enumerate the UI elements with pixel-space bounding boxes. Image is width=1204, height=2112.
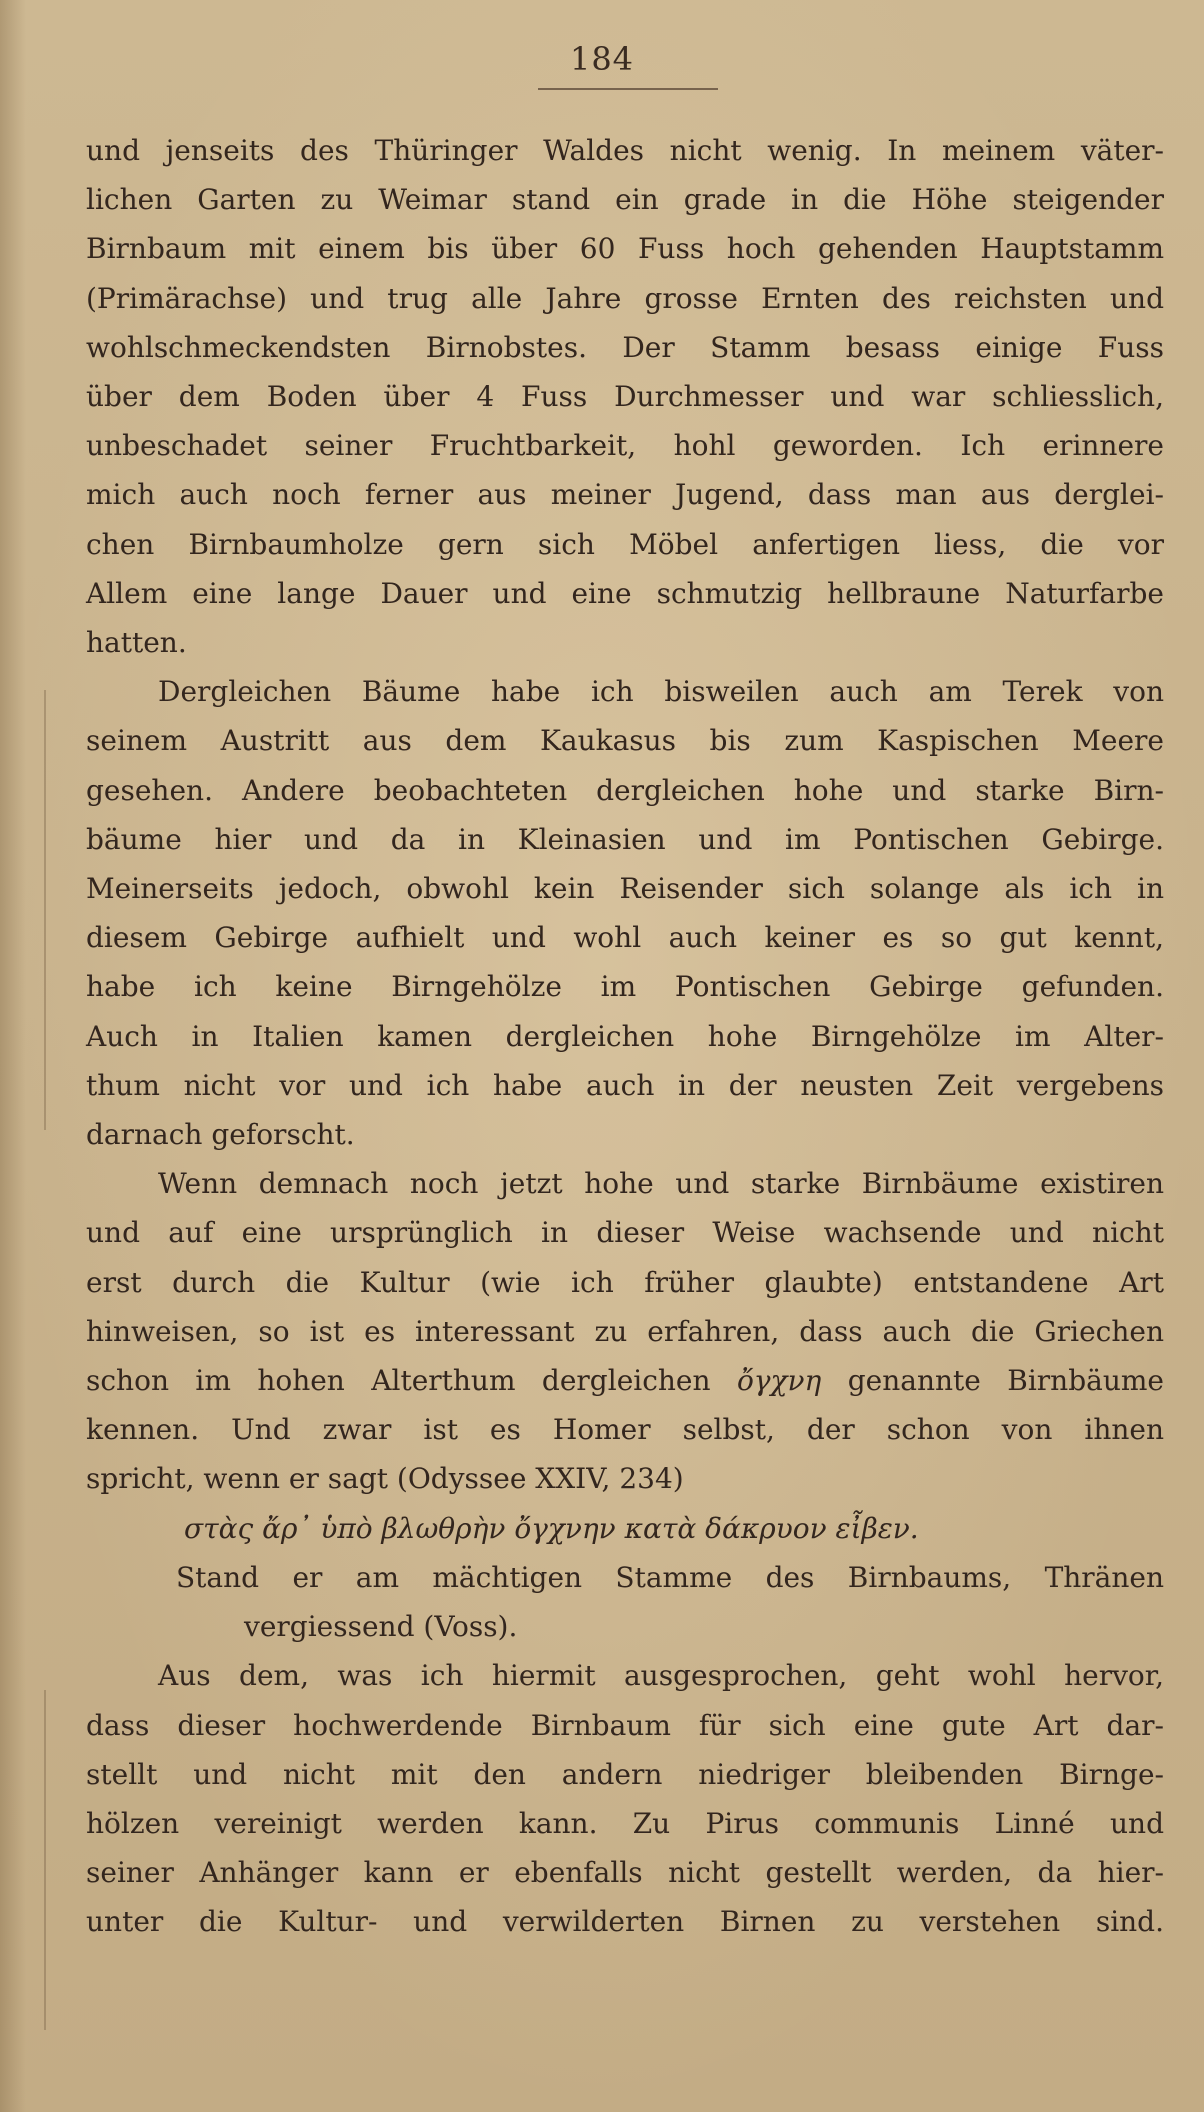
margin-pencil-mark	[44, 1690, 46, 2030]
verse-translation-line: Stand er am mächtigen Stamme des Birnbaums, Thränen	[176, 1560, 1164, 1594]
text-line: habe ich keine Birngehölze im Pontischen Gebirge gefunden.	[86, 970, 1164, 1004]
text-line: kennen. Und zwar ist es Homer selbst, der schon von ihnen	[86, 1413, 1164, 1447]
text-line: gesehen. Andere beobachteten dergleichen hohe und starke Birn-	[86, 773, 1164, 807]
text-line: unbeschadet seiner Fruchtbarkeit, hohl geworden. Ich erinnere	[86, 429, 1164, 463]
text-segment: genannte Birnbäume	[821, 1364, 1164, 1398]
margin-pencil-mark	[44, 690, 46, 1130]
text-line: Allem eine lange Dauer und eine schmutzig hellbraune Naturfarbe	[86, 576, 1164, 610]
text-line: seinem Austritt aus dem Kaukasus bis zum Kaspischen Meere	[86, 724, 1164, 758]
text-line: bäume hier und da in Kleinasien und im Pontischen Gebirge.	[86, 822, 1164, 856]
text-line: thum nicht vor und ich habe auch in der neusten Zeit vergebens	[86, 1068, 1164, 1102]
paragraph-4	[86, 1651, 1164, 1946]
text-line: dass dieser hochwerdende Birnbaum für sich eine gute Art dar-	[86, 1708, 1164, 1742]
text-line: hölzen vereinigt werden kann. Zu Pirus communis Linné und	[86, 1806, 1164, 1840]
page-number: 184	[569, 40, 635, 78]
text-line: (Primärachse) und trug alle Jahre grosse Ernten des reichsten und	[86, 281, 1164, 315]
text-line: hatten.	[86, 626, 187, 660]
text-segment: schon im hohen Alterthum dergleichen	[86, 1364, 737, 1398]
text-line: über dem Boden über 4 Fuss Durchmesser und war schliesslich,	[86, 380, 1164, 414]
text-line: Meinerseits jedoch, obwohl kein Reisender sich solange als ich in	[86, 872, 1164, 906]
text-line: spricht, wenn er sagt (Odyssee XXIV, 234)	[86, 1462, 684, 1496]
text-line: Dergleichen Bäume habe ich bisweilen auch am Terek von	[158, 675, 1164, 709]
text-line: und jenseits des Thüringer Waldes nicht wenig. In meinem väter-	[86, 134, 1164, 167]
paragraph-2	[86, 667, 1164, 1159]
greek-verse-quote: στὰς ἄρ᾽ ὑπὸ βλωθρὴν ὄγχνην κατὰ δάκρυον εἶβεν.	[184, 1511, 919, 1545]
text-line: unter die Kultur- und verwilderten Birnen zu verstehen sind.	[86, 1905, 1164, 1939]
page-number-rule	[538, 88, 718, 90]
body-text	[86, 126, 1164, 1947]
text-line: erst durch die Kultur (wie ich früher glaubte) entstandene Art	[86, 1265, 1164, 1299]
text-line: lichen Garten zu Weimar stand ein grade in die Höhe steigender	[86, 183, 1164, 217]
text-line: Auch in Italien kamen dergleichen hohe Birngehölze im Alter-	[86, 1019, 1164, 1053]
text-line: und auf eine ursprünglich in dieser Weise wachsende und nicht	[86, 1216, 1164, 1250]
text-line: Aus dem, was ich hiermit ausgesprochen, geht wohl hervor,	[158, 1659, 1164, 1693]
text-line: stellt und nicht mit den andern niedriger bleibenden Birnge-	[86, 1757, 1164, 1791]
paragraph-3	[86, 1159, 1164, 1651]
text-line: seiner Anhänger kann er ebenfalls nicht gestellt werden, da hier-	[86, 1856, 1164, 1890]
text-line: chen Birnbaumholze gern sich Möbel anfertigen liess, die vor	[86, 527, 1164, 561]
greek-word: ὄγχνη	[736, 1364, 822, 1398]
text-line: hinweisen, so ist es interessant zu erfahren, dass auch die Griechen	[86, 1314, 1164, 1348]
text-line: Wenn demnach noch jetzt hohe und starke Birnbäume existiren	[158, 1167, 1164, 1201]
paragraph-1	[86, 126, 1164, 667]
text-line: wohlschmeckendsten Birnobstes. Der Stamm besass einige Fuss	[86, 330, 1164, 364]
page-gutter-shadow	[0, 0, 26, 2112]
text-line: diesem Gebirge aufhielt und wohl auch keiner es so gut kennt,	[86, 921, 1164, 955]
text-line-with-greek	[86, 1356, 1164, 1405]
verse-translation-line: vergiessend (Voss).	[244, 1610, 518, 1644]
text-line: Birnbaum mit einem bis über 60 Fuss hoch gehenden Hauptstamm	[86, 232, 1164, 266]
text-line: mich auch noch ferner aus meiner Jugend, dass man aus derglei-	[86, 478, 1164, 512]
text-line: darnach geforscht.	[86, 1118, 355, 1152]
